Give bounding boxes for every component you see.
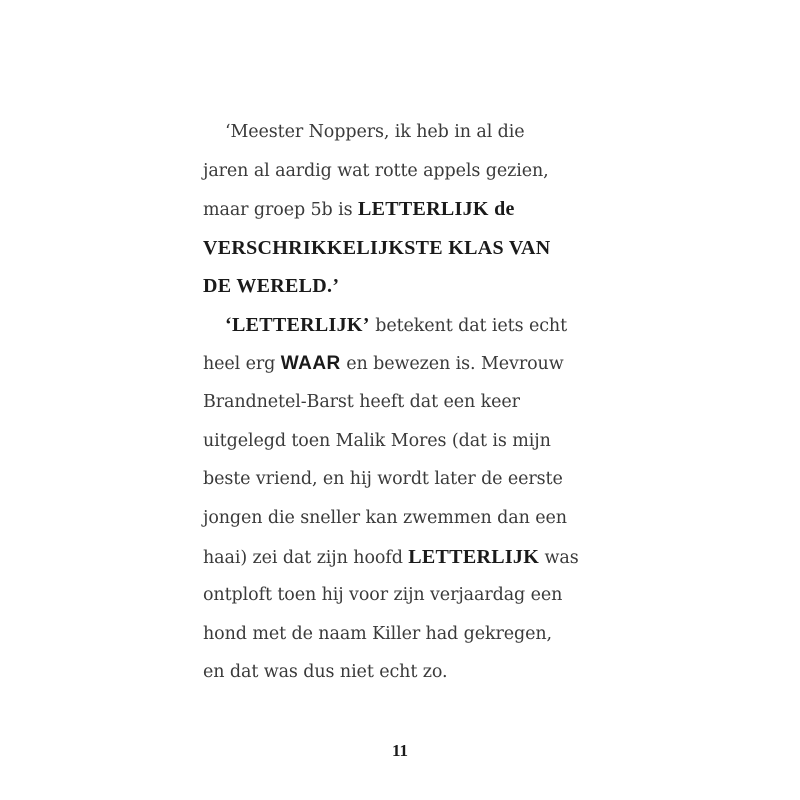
text-segment: en bewezen is. Mevrouw <box>340 353 564 374</box>
text-segment: betekent dat iets echt <box>369 315 568 336</box>
emphasized-text: LETTERLIJK de <box>357 198 515 221</box>
text-line <box>203 383 623 422</box>
text-segment: was <box>539 547 579 568</box>
emphasized-text: ‘LETTERLIJK’ <box>225 313 370 336</box>
text-line <box>203 653 623 692</box>
emphasized-text: DE WERELD.’ <box>203 275 340 298</box>
text-line <box>203 576 623 615</box>
text-segment: en dat was dus niet echt zo. <box>203 662 448 683</box>
text-segment: uitgelegd toen Malik Mores (dat is mijn <box>203 430 551 451</box>
text-line <box>203 267 623 306</box>
text-segment: Brandnetel-Barst heeft dat een keer <box>203 392 520 413</box>
text-line <box>203 422 623 461</box>
text-line <box>203 345 623 384</box>
text-line <box>203 113 623 152</box>
text-segment: jongen die sneller kan zwemmen dan een <box>203 507 567 528</box>
text-segment: hond met de naam Killer had gekregen, <box>203 623 553 644</box>
page-body <box>203 113 623 692</box>
text-segment: haai) zei dat zijn hoofd <box>203 547 409 568</box>
text-segment: heel erg <box>203 353 281 374</box>
text-line <box>203 229 623 268</box>
text-segment: ‘Meester Noppers, ik heb in al die <box>225 122 525 142</box>
paragraph-2 <box>203 306 623 692</box>
text-line <box>203 499 623 538</box>
text-line <box>203 615 623 654</box>
text-line <box>203 190 623 229</box>
text-line <box>203 306 623 345</box>
page-number: 11 <box>391 741 409 760</box>
emphasized-text: LETTERLIJK <box>408 545 540 568</box>
text-segment: ontploft toen hij voor zijn verjaardag een <box>203 585 563 606</box>
text-segment: maar groep 5b is <box>203 200 358 221</box>
text-line <box>203 152 623 191</box>
emphasized-text: VERSCHRIKKELIJKSTE KLAS VAN <box>203 236 551 259</box>
text-line <box>203 460 623 499</box>
text-segment: jaren al aardig wat rotte appels gezien, <box>203 160 549 181</box>
paragraph-1 <box>203 113 623 306</box>
emphasized-text: WAAR <box>280 352 341 374</box>
text-segment: beste vriend, en hij wordt later de eerste <box>203 469 563 490</box>
text-line <box>203 538 623 577</box>
